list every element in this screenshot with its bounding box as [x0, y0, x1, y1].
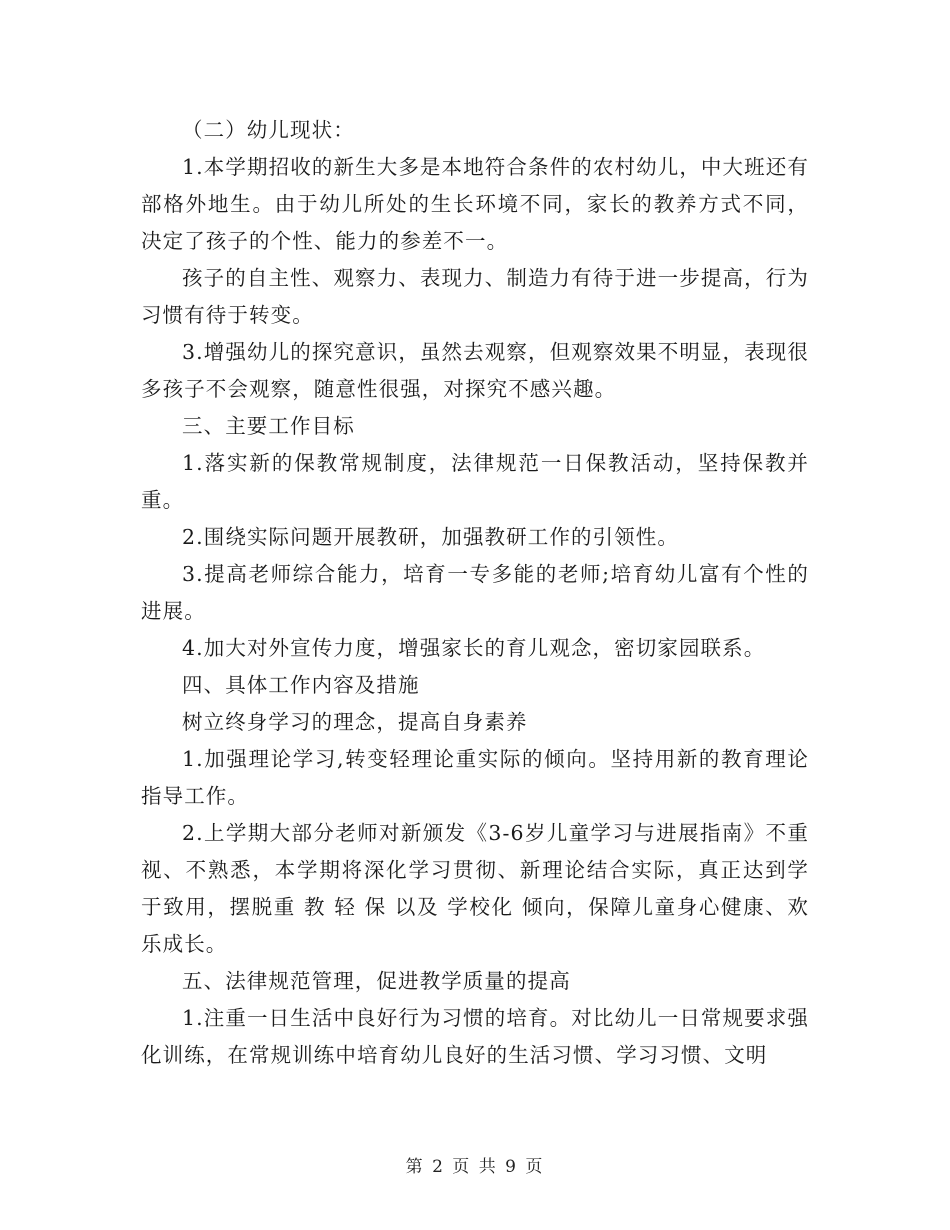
paragraph: 1.注重一日生活中良好行为习惯的培育。对比幼儿一日常规要求强化训练，在常规训练中培育幼儿良好的生活习惯、学习习惯、文明 — [141, 1006, 809, 1067]
paragraph: 孩子的自主性、观察力、表现力、制造力有待于进一步提高，行为习惯有待于转变。 — [141, 266, 809, 327]
page-number-footer: 第 2 页 共 9 页 — [405, 1157, 545, 1177]
paragraph: 3.增强幼儿的探究意识，虽然去观察，但观察效果不明显，表现很多孩子不会观察，随意性很强，对探究不感兴趣。 — [141, 340, 809, 401]
paragraph: 3.提高老师综合能力，培育一专多能的老师;培育幼儿富有个性的进展。 — [141, 562, 809, 623]
document-body — [141, 112, 809, 1074]
paragraph: 1.加强理论学习,转变轻理论重实际的倾向。坚持用新的教育理论指导工作。 — [141, 747, 809, 808]
subheading-lifelong-learning: 树立终身学习的理念，提高自身素养 — [182, 710, 528, 734]
paragraph: 4.加大对外宣传力度，增强家长的育儿观念，密切家园联系。 — [182, 636, 766, 660]
paragraph: 2.围绕实际问题开展教研，加强教研工作的引领性。 — [182, 525, 679, 549]
paragraph-heading-child-status: （二）幼儿现状： — [182, 118, 355, 142]
paragraph: 1.落实新的保教常规制度，法律规范一日保教活动，坚持保教并重。 — [141, 451, 809, 512]
section-heading-management: 五、法律规范管理，促进教学质量的提高 — [182, 969, 571, 993]
paragraph: 2.上学期大部分老师对新颁发《3-6岁儿童学习与进展指南》不重视、不熟悉，本学期将深化学习贯彻、新理论结合实际，真正达到学于致用，摆脱重 教 轻 保 以及 学校化 倾向，保障儿童身心健康、欢乐成长。 — [141, 821, 809, 956]
section-heading-main-goals: 三、主要工作目标 — [182, 414, 355, 438]
paragraph: 1.本学期招收的新生大多是本地符合条件的农村幼儿，中大班还有部格外地生。由于幼儿所处的生长环境不同，家长的教养方式不同，决定了孩子的个性、能力的参差不一。 — [141, 155, 809, 253]
section-heading-work-content: 四、具体工作内容及措施 — [182, 673, 420, 697]
